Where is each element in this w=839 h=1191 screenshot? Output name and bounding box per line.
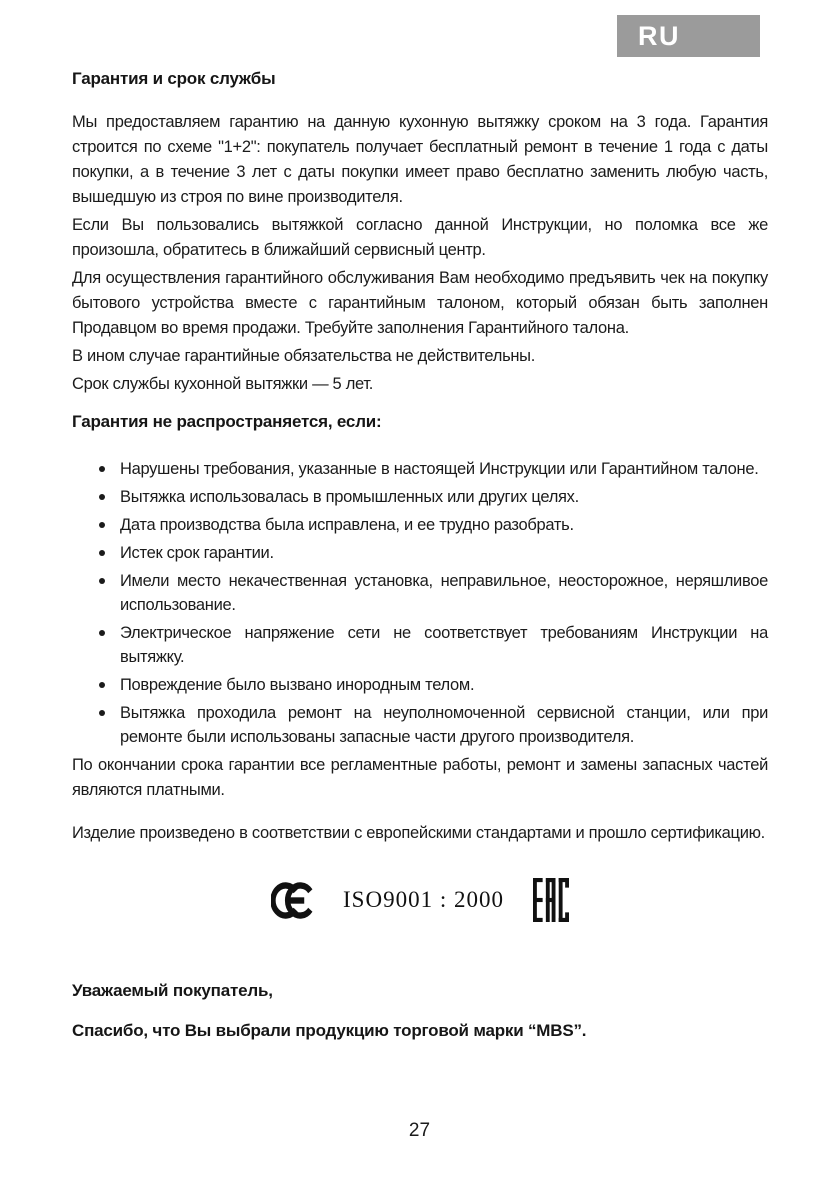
warranty-paragraph-2: Если Вы пользовались вытяжкой согласно данной Инструкции, но поломка все же произошла, обратитесь в ближайший сервисный центр. bbox=[72, 216, 768, 259]
section-title-exclusions: Гарантия не распространяется, если: bbox=[72, 412, 382, 431]
list-item: Вытяжка проходила ремонт на неуполномоченной сервисной станции, или при ремонте были использованы запасные части другого производителя. bbox=[72, 701, 768, 749]
list-item: Имели место некачественная установка, неправильное, неосторожное, неряшливое использование. bbox=[72, 569, 768, 617]
exclusions-list bbox=[72, 457, 768, 749]
post-warranty-paragraph: По окончании срока гарантии все регламентные работы, ремонт и замены запасных частей являются платными. bbox=[72, 756, 768, 799]
certification-paragraph: Изделие произведено в соответствии с европейскими стандартами и прошло сертификацию. bbox=[72, 824, 765, 842]
ce-mark-icon bbox=[271, 882, 314, 919]
warranty-paragraph-5: Срок службы кухонной вытяжки — 5 лет. bbox=[72, 375, 374, 393]
eac-mark-icon bbox=[533, 878, 569, 922]
iso-certification-label: ISO9001 : 2000 bbox=[343, 887, 504, 912]
language-badge: RU bbox=[617, 15, 760, 57]
certification-marks bbox=[72, 872, 768, 928]
warranty-paragraph-1: Мы предоставляем гарантию на данную кухонную вытяжку сроком на 3 года. Гарантия строится по схеме "1+2": покупатель получает бесплатный ремонт в течение 1 года с даты покупки, а в течение 3 лет с даты покупки имеет право бесплатно заменить любую часть, вышедшую из строя по вине производителя. bbox=[72, 113, 768, 206]
list-item: Истек срок гарантии. bbox=[72, 541, 768, 565]
warranty-paragraph-4: В ином случае гарантийные обязательства не действительны. bbox=[72, 347, 536, 365]
list-item: Дата производства была исправлена, и ее трудно разобрать. bbox=[72, 513, 768, 537]
page-number: 27 bbox=[408, 1120, 431, 1141]
page-content bbox=[72, 60, 768, 1042]
list-item: Повреждение было вызвано инородным телом. bbox=[72, 673, 768, 697]
section-title-warranty: Гарантия и срок службы bbox=[72, 69, 276, 88]
list-item: Электрическое напряжение сети не соответствует требованиям Инструкции на вытяжку. bbox=[72, 621, 768, 669]
salutation: Уважаемый покупатель, bbox=[72, 981, 273, 1000]
warranty-paragraph-3: Для осуществления гарантийного обслуживания Вам необходимо предъявить чек на покупку бытового устройства вместе с гарантийным талоном, который обязан быть заполнен Продавцом во время продажи. Требуйте заполнения Гарантийного талона. bbox=[72, 269, 768, 337]
brand-thanks: Спасибо, что Вы выбрали продукцию торговой марки “MBS”. bbox=[72, 1021, 587, 1040]
list-item: Вытяжка использовалась в промышленных или других целях. bbox=[72, 485, 768, 509]
list-item: Нарушены требования, указанные в настоящей Инструкции или Гарантийном талоне. bbox=[72, 457, 768, 481]
